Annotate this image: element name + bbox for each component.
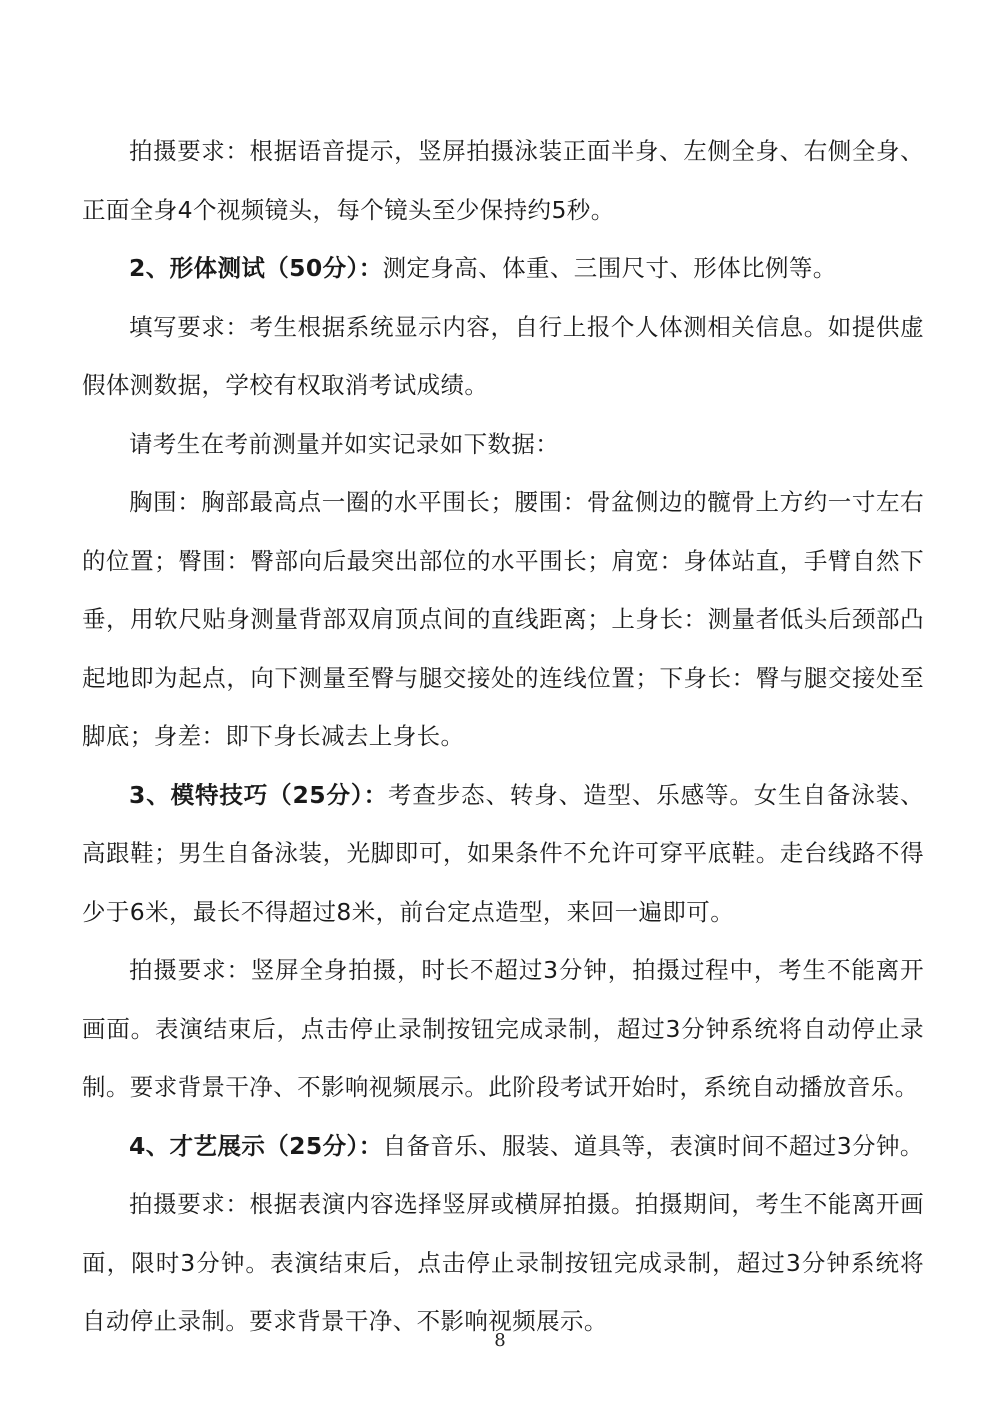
paragraph-measurement-definitions <box>82 473 924 766</box>
section-heading-talent-show: 4、才艺展示（25分）： <box>129 1131 383 1160</box>
paragraph-physique-test <box>82 239 924 298</box>
paragraph-text: 拍摄要求：根据表演内容选择竖屏或横屏拍摄。拍摄期间，考生不能离开画面，限时3分钟。表演结束后，点击停止录制按钮完成录制，超过3分钟系统将自动停止录制。要求背景干净、不影响视频展示。 <box>82 1190 924 1335</box>
paragraph-text: 考查步态、转身、造型、乐感等。女生自备泳装、高跟鞋；男生自备泳装，光脚即可，如果条件不允许可穿平底鞋。走台线路不得少于6米，最长不得超过8米，前台定点造型，来回一遍即可。 <box>82 780 924 926</box>
paragraph-text: 拍摄要求：竖屏全身拍摄，时长不超过3分钟，拍摄过程中，考生不能离开画面。表演结束后，点击停止录制按钮完成录制，超过3分钟系统将自动停止录制。要求背景干净、不影响视频展示。此阶段考试开始时，系统自动播放音乐。 <box>82 956 924 1101</box>
paragraph-text: 请考生在考前测量并如实记录如下数据： <box>129 429 560 458</box>
paragraph-text: 填写要求：考生根据系统显示内容，自行上报个人体测相关信息。如提供虚假体测数据，学校有权取消考试成绩。 <box>82 312 924 399</box>
paragraph-shooting-requirement-1 <box>82 122 924 239</box>
document-body <box>82 122 924 1351</box>
section-heading-model-skills: 3、模特技巧（25分）： <box>129 780 388 809</box>
paragraph-text: 测定身高、体重、三围尺寸、形体比例等。 <box>382 254 837 282</box>
paragraph-text: 自备音乐、服装、道具等，表演时间不超过3分钟。 <box>382 1131 924 1160</box>
paragraph-talent-show <box>82 1117 924 1176</box>
paragraph-filling-requirement <box>82 298 924 415</box>
paragraph-model-skills <box>82 766 924 942</box>
paragraph-shooting-requirement-3 <box>82 1175 924 1351</box>
paragraph-shooting-requirement-2 <box>82 941 924 1117</box>
paragraph-measure-instruction <box>82 415 924 474</box>
paragraph-text: 拍摄要求：根据语音提示，竖屏拍摄泳装正面半身、左侧全身、右侧全身、正面全身4个视频镜头，每个镜头至少保持约5秒。 <box>82 137 924 224</box>
page-number: 8 <box>494 1330 506 1351</box>
paragraph-text: 胸围：胸部最高点一圈的水平围长；腰围：骨盆侧边的髋骨上方约一寸左右的位置；臀围：臀部向后最突出部位的水平围长；肩宽：身体站直，手臂自然下垂，用软尺贴身测量背部双肩顶点间的直线距离；上身长：测量者低头后颈部凸起地即为起点，向下测量至臀与腿交接处的连线位置；下身长：臀与腿交接处至脚底；身差：即下身长减去上身长。 <box>82 488 924 750</box>
section-heading-physique-test: 2、形体测试（50分）： <box>129 254 383 282</box>
